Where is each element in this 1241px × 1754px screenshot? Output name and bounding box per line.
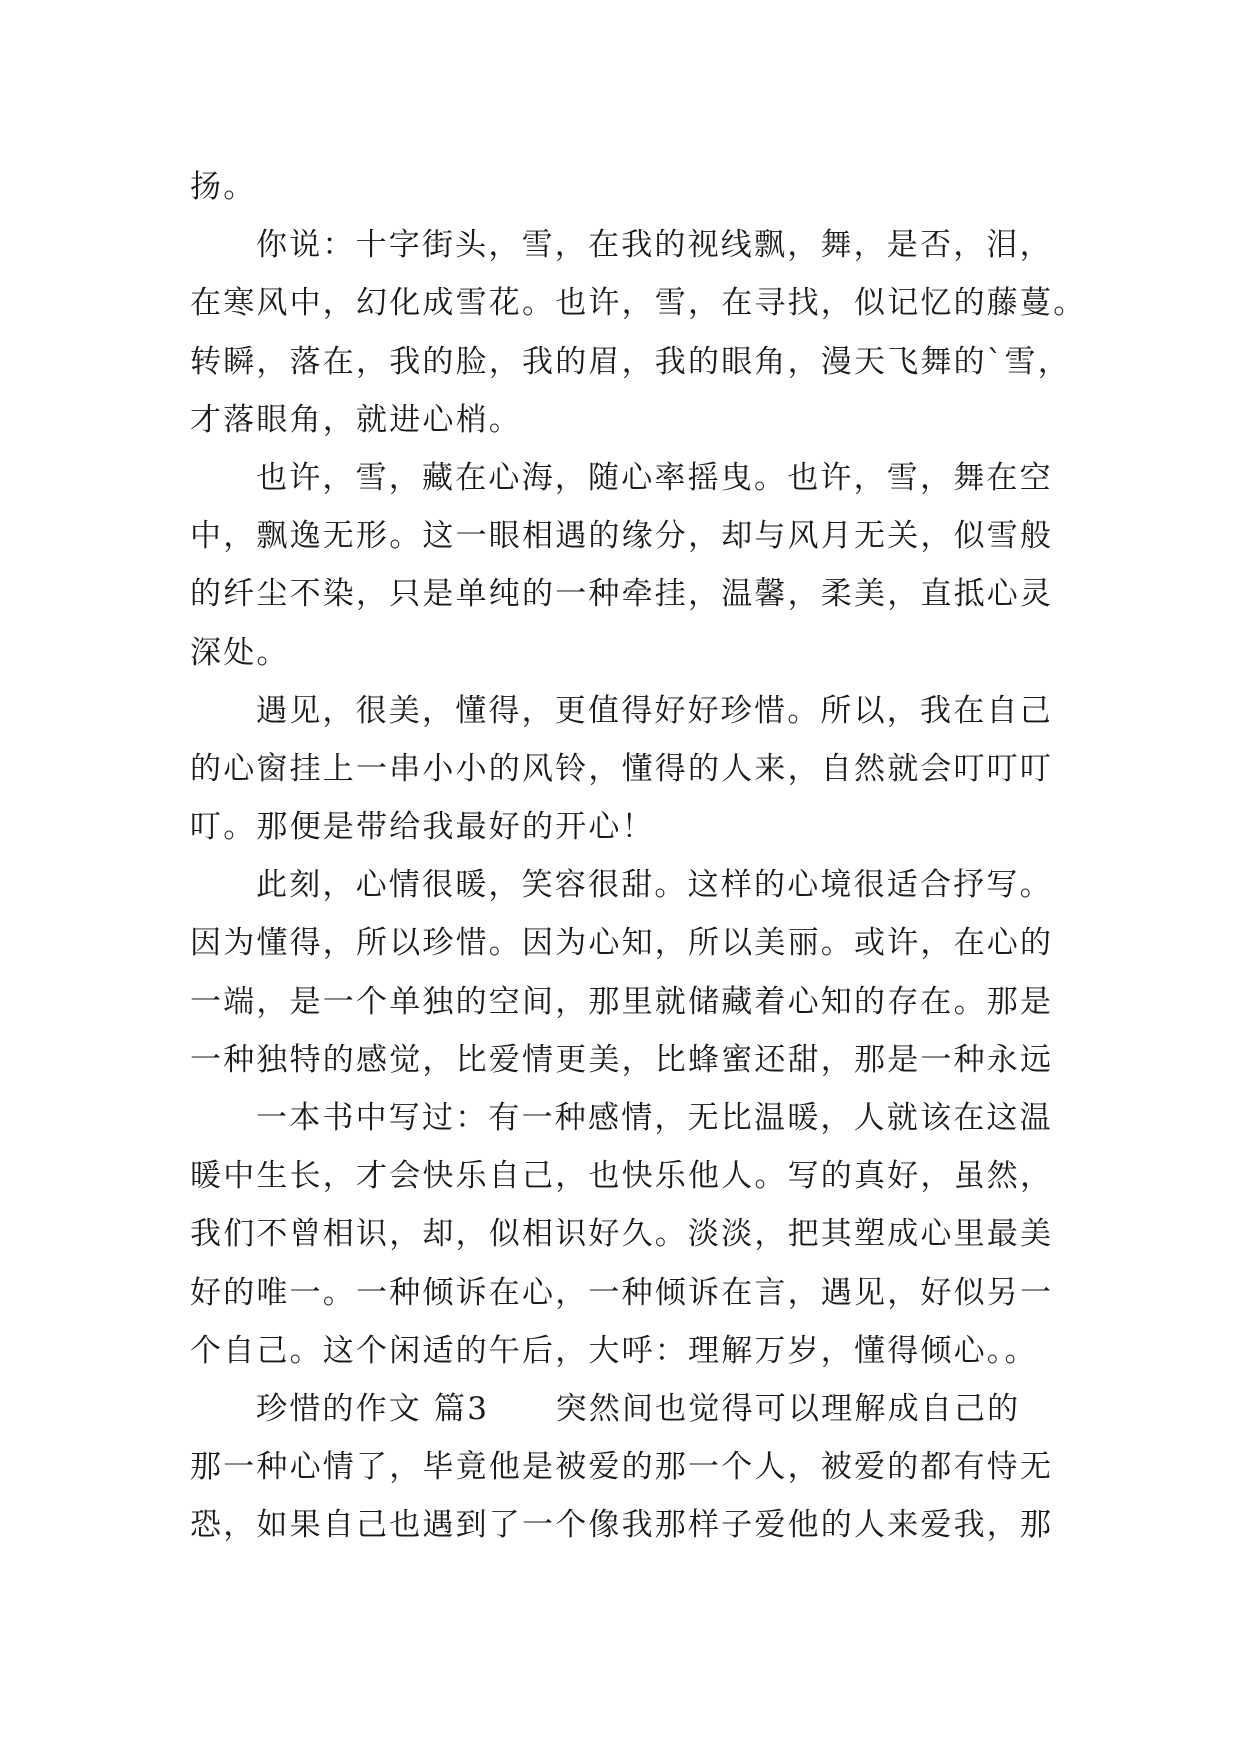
text-line: 好的唯一。一种倾诉在心，一种倾诉在言，遇见，好似另一 — [190, 1274, 1054, 1311]
text-line: 叮。那便是带给我最好的开心！ — [190, 809, 655, 846]
text-line: 的心窗挂上一串小小的风铃，懂得的人来，自然就会叮叮叮 — [190, 750, 1054, 787]
text-line: 深处。 — [190, 634, 290, 671]
text-line: 转瞬，落在，我的脸，我的眉，我的眼角，漫天飞舞的`雪， — [190, 343, 1071, 380]
text-line: 个自己。这个闲适的午后，大呼：理解万岁，懂得倾心。。 — [190, 1332, 1038, 1369]
text-line: 一本书中写过：有一种感情，无比温暖，人就该在这温 — [256, 1100, 1053, 1136]
text-line: 珍惜的作文 篇3 突然间也觉得可以理解成自己的 — [256, 1390, 1021, 1427]
text-line: 一种独特的感觉，比爱情更美，比蜂蜜还甜，那是一种永远 — [190, 1041, 1054, 1078]
text-line: 中，飘逸无形。这一眼相遇的缘分，却与风月无关，似雪般 — [190, 518, 1054, 555]
text-line: 扬。 — [190, 169, 257, 205]
text-line: 一端，是一个单独的空间，那里就储藏着心知的存在。那是 — [190, 983, 1054, 1020]
text-line: 那一种心情了，毕竟他是被爱的那一个人，被爱的都有恃无 — [190, 1449, 1054, 1486]
text-line: 恐，如果自己也遇到了一个像我那样子爱他的人来爱我，那 — [190, 1507, 1054, 1544]
text-line: 你说：十字街头，雪，在我的视线飘，舞，是否，泪， — [256, 227, 1053, 264]
text-line: 在寒风中，幻化成雪花。也许，雪，在寻找，似记忆的藤蔓。 — [190, 285, 1087, 322]
text-line: 的纤尘不染，只是单纯的一种牵挂，温馨，柔美，直抵心灵 — [190, 576, 1054, 613]
text-line: 暖中生长，才会快乐自己，也快乐他人。写的真好，虽然， — [190, 1158, 1054, 1195]
text-line: 才落眼角，就进心梢。 — [190, 401, 522, 438]
document-body — [190, 158, 1090, 1555]
text-line: 也许，雪，藏在心海，随心率摇曳。也许，雪，舞在空 — [256, 459, 1053, 496]
text-line: 遇见，很美，懂得，更值得好好珍惜。所以，我在自己 — [256, 692, 1053, 729]
text-line: 我们不曾相识，却，似相识好久。淡淡，把其塑成心里最美 — [190, 1216, 1054, 1253]
text-line: 因为懂得，所以珍惜。因为心知，所以美丽。或许，在心的 — [190, 925, 1054, 962]
text-line: 此刻，心情很暖，笑容很甜。这样的心境很适合抒写。 — [256, 867, 1053, 904]
